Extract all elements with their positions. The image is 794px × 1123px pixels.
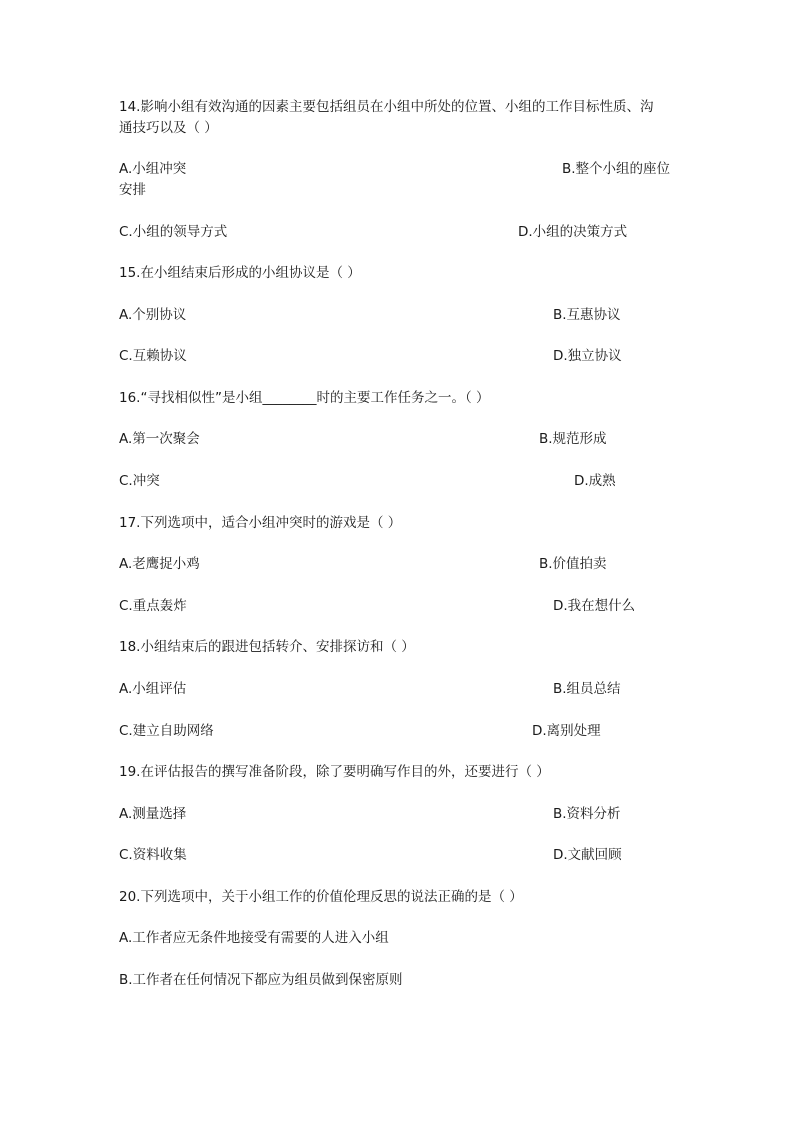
question-18-option-b: B.组员总结 <box>553 681 621 697</box>
question-14-option-d: D.小组的决策方式 <box>518 224 628 240</box>
question-17-stem: 17.下列选项中，适合小组冲突时的游戏是（ ） <box>119 515 402 531</box>
question-15-stem: 15.在小组结束后形成的小组协议是（ ） <box>119 265 361 281</box>
question-15-option-c: C.互赖协议 <box>119 348 187 364</box>
question-17-option-c: C.重点轰炸 <box>119 598 187 614</box>
question-14-option-b: B.整个小组的座位 <box>562 161 671 177</box>
question-14-option-a: A.小组冲突 <box>119 161 187 177</box>
question-15-option-a: A.个别协议 <box>119 307 187 323</box>
question-18-option-a: A.小组评估 <box>119 681 187 697</box>
question-15-option-b: B.互惠协议 <box>553 307 621 323</box>
question-15-option-d: D.独立协议 <box>553 348 622 364</box>
question-16-option-a: A.第一次聚会 <box>119 431 200 447</box>
question-18-stem: 18.小组结束后的跟进包括转介、安排探访和（ ） <box>119 639 415 655</box>
question-19-option-c: C.资料收集 <box>119 847 187 863</box>
question-14-option-c: C.小组的领导方式 <box>119 224 228 240</box>
question-16-option-c: C.冲突 <box>119 473 160 489</box>
question-17-option-a: A.老鹰捉小鸡 <box>119 556 200 572</box>
question-19-stem: 19.在评估报告的撰写准备阶段，除了要明确写作目的外，还要进行（ ） <box>119 764 550 780</box>
question-14-stem: 14.影响小组有效沟通的因素主要包括组员在小组中所处的位置、小组的工作目标性质、沟 <box>119 99 654 115</box>
question-19-option-a: A.测量选择 <box>119 806 187 822</box>
question-18-option-d: D.离别处理 <box>532 723 601 739</box>
question-16-stem: 16.“寻找相似性”是小组________时的主要工作任务之一。（ ） <box>119 390 490 406</box>
question-16-option-b: B.规范形成 <box>539 431 607 447</box>
question-20-option-a: A.工作者应无条件地接受有需要的人进入小组 <box>119 930 389 946</box>
question-20-option-b: B.工作者在任何情况下都应为组员做到保密原则 <box>119 972 403 988</box>
question-17-option-d: D.我在想什么 <box>553 598 636 614</box>
question-14-stem-cont: 通技巧以及（ ） <box>119 120 218 136</box>
question-14-option-b-cont: 安排 <box>119 182 146 198</box>
question-19-option-d: D.文献回顾 <box>553 847 622 863</box>
question-16-option-d: D.成熟 <box>574 473 616 489</box>
question-17-option-b: B.价值拍卖 <box>539 556 607 572</box>
question-18-option-c: C.建立自助网络 <box>119 723 214 739</box>
question-20-stem: 20.下列选项中，关于小组工作的价值伦理反思的说法正确的是（ ） <box>119 889 523 905</box>
question-19-option-b: B.资料分析 <box>553 806 621 822</box>
